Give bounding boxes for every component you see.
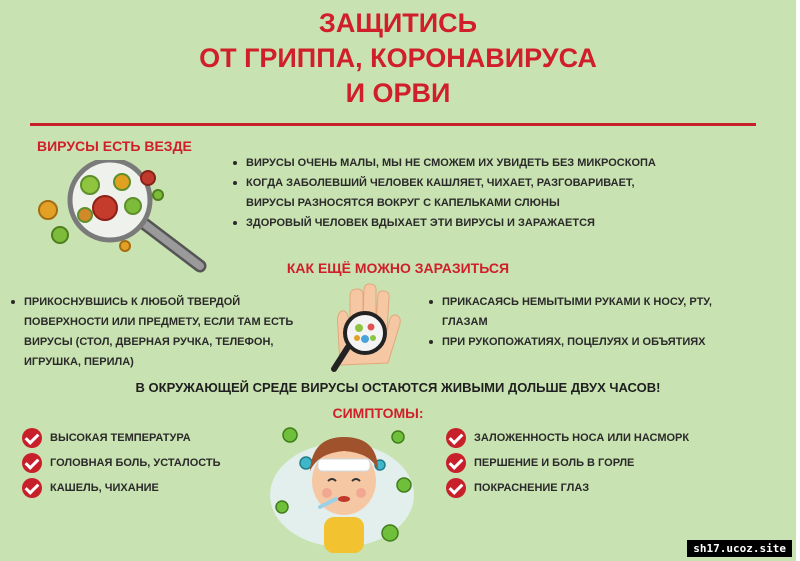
site-watermark: sh17.ucoz.site — [687, 540, 792, 557]
list-item — [22, 475, 221, 500]
symptom-label: ПЕРШЕНИЕ И БОЛЬ В ГОРЛЕ — [474, 456, 635, 469]
symptom-label: ЗАЛОЖЕННОСТЬ НОСА ИЛИ НАСМОРК — [474, 431, 690, 444]
checkmark-icon — [446, 478, 466, 498]
list-item-continuation — [10, 332, 310, 352]
symptoms-heading: СИМПТОМЫ: — [332, 405, 424, 421]
list-item — [22, 425, 221, 450]
symptom-label: КАШЕЛЬ, ЧИХАНИЕ — [50, 481, 159, 494]
checkmark-icon — [446, 428, 466, 448]
list-item-continuation — [428, 312, 788, 332]
section-viruses-everywhere-heading: ВИРУСЫ ЕСТЬ ВЕЗДЕ — [37, 138, 192, 154]
checkmark-icon — [22, 478, 42, 498]
list-item-line: ПРИКОСНУВШИСЬ К ЛЮБОЙ ТВЕРДОЙ — [24, 296, 241, 308]
list-item — [428, 332, 788, 352]
list-item-line: ПРИ РУКОПОЖАТИЯХ, ПОЦЕЛУЯХ И ОБЪЯТИЯХ — [442, 336, 706, 348]
list-item — [428, 292, 788, 312]
list-item: КОГДА ЗАБОЛЕВШИЙ ЧЕЛОВЕК КАШЛЯЕТ, ЧИХАЕТ, РАЗГОВАРИВАЕТ, — [232, 173, 752, 193]
checkmark-icon — [446, 453, 466, 473]
list-item — [446, 425, 689, 450]
virus-survival-notice: В ОКРУЖАЮЩЕЙ СРЕДЕ ВИРУСЫ ОСТАЮТСЯ ЖИВЫМИ ДОЛЬШЕ ДВУХ ЧАСОВ! — [135, 380, 661, 395]
list-item-line: ПОВЕРХНОСТИ ИЛИ ПРЕДМЕТУ, ЕСЛИ ТАМ ЕСТЬ — [24, 316, 294, 328]
list-item-continuation — [232, 193, 752, 213]
symptom-label: ПОКРАСНЕНИЕ ГЛАЗ — [474, 481, 590, 494]
list-item: ЗДОРОВЫЙ ЧЕЛОВЕК ВДЫХАЕТ ЭТИ ВИРУСЫ И ЗАРАЖАЕТСЯ — [232, 213, 752, 233]
symptom-label: ВЫСОКАЯ ТЕМПЕРАТУРА — [50, 431, 191, 444]
title-line-1: ЗАЩИТИСЬ — [318, 8, 478, 38]
list-item-line: ИГРУШКА, ПЕРИЛА) — [24, 356, 134, 368]
checkmark-icon — [22, 453, 42, 473]
list-item-continuation — [10, 312, 310, 332]
infection-ways-left-list — [10, 292, 310, 372]
title-line-3: И ОРВИ — [345, 78, 451, 108]
viruses-facts-list — [232, 153, 752, 233]
list-item: ВИРУСЫ ОЧЕНЬ МАЛЫ, МЫ НЕ СМОЖЕМ ИХ УВИДЕТЬ БЕЗ МИКРОСКОПА — [232, 153, 752, 173]
list-item-continuation — [10, 352, 310, 372]
list-item — [446, 475, 689, 500]
symptoms-right-list — [446, 425, 689, 500]
checkmark-icon — [22, 428, 42, 448]
title-line-2: ОТ ГРИППА, КОРОНАВИРУСА — [199, 43, 597, 73]
title-divider — [30, 123, 756, 126]
list-item-line: ГЛАЗАМ — [442, 316, 488, 328]
list-item — [10, 292, 310, 312]
symptom-label: ГОЛОВНАЯ БОЛЬ, УСТАЛОСТЬ — [50, 456, 221, 469]
list-item-continuation-text: ВИРУСЫ РАЗНОСЯТСЯ ВОКРУГ С КАПЕЛЬКАМИ СЛЮНЫ — [246, 197, 560, 209]
poster-title — [0, 6, 796, 111]
hand-germs-icon — [320, 283, 410, 373]
sick-child-icon — [262, 415, 422, 555]
section-other-infection-heading: КАК ЕЩЁ МОЖНО ЗАРАЗИТЬСЯ — [286, 260, 510, 276]
list-item-line: ВИРУСЫ (СТОЛ, ДВЕРНАЯ РУЧКА, ТЕЛЕФОН, — [24, 336, 274, 348]
list-item-line: ПРИКАСАЯСЬ НЕМЫТЫМИ РУКАМИ К НОСУ, РТУ, — [442, 296, 712, 308]
symptoms-left-list — [22, 425, 221, 500]
list-item — [446, 450, 689, 475]
list-item — [22, 450, 221, 475]
magnifier-viruses-icon — [30, 160, 210, 275]
infection-ways-right-list — [428, 292, 788, 352]
